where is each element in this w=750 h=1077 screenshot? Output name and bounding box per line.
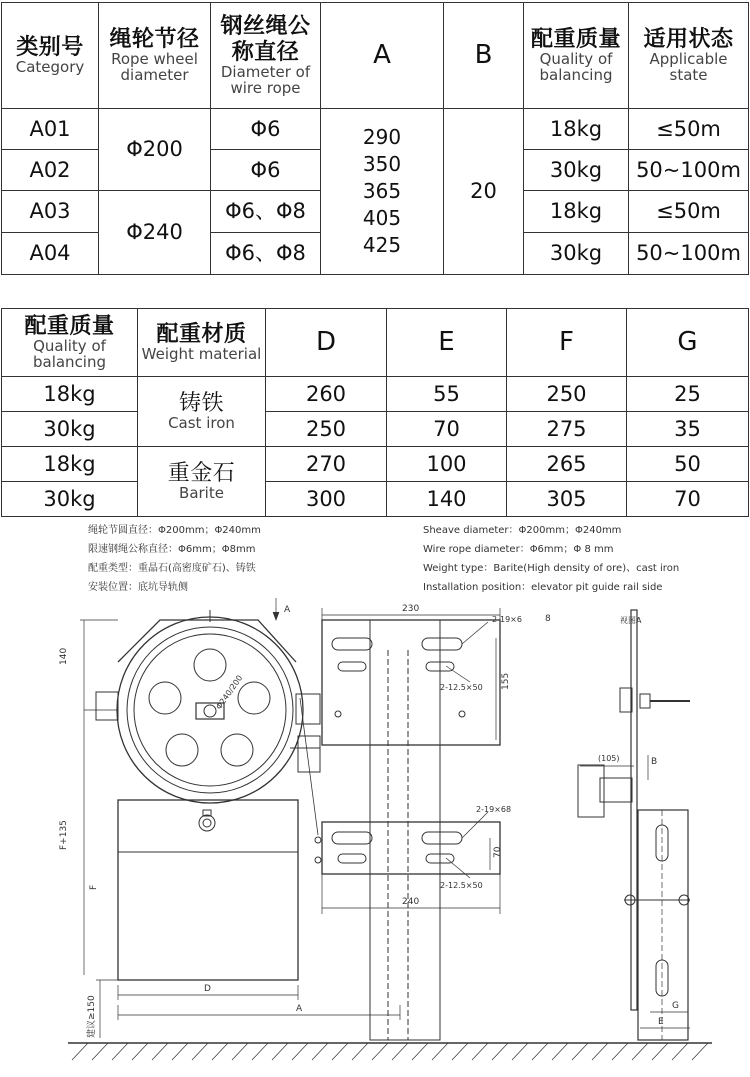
dim-230: 230 <box>402 604 420 614</box>
note-line: Wire rope diameter：Φ6mm；Φ 8 mm <box>423 544 614 555</box>
weight-cell: 30kg <box>524 233 629 275</box>
e-cell: 70 <box>387 412 507 447</box>
state-cell: ≤50m <box>629 109 749 150</box>
table-row <box>2 412 749 447</box>
rope-diameter-cell: Φ6 <box>211 150 321 191</box>
header-weight: 配重质量 Quality of balancing <box>524 3 629 109</box>
slot-label-hole-bottom: 2-12.5×50 <box>440 881 483 890</box>
category-cell: A01 <box>2 109 99 150</box>
dim-150: 建议≥150 <box>87 995 97 1038</box>
header-a: A <box>321 3 444 109</box>
header-material: 配重材质 Weight material <box>138 309 266 377</box>
header-d: D <box>266 309 387 377</box>
header-category: 类别号 Category <box>2 3 99 109</box>
note-line: 绳轮节圆直径：Φ200mm；Φ240mm <box>88 525 261 536</box>
weight-cell: 30kg <box>2 412 138 447</box>
f-cell: 305 <box>507 482 627 517</box>
weight-cell: 18kg <box>524 109 629 150</box>
front-dimensions <box>80 598 400 1038</box>
e-cell: 55 <box>387 377 507 412</box>
category-cell: A02 <box>2 150 99 191</box>
weight-cell: 30kg <box>524 150 629 191</box>
rope-diameter-cell: Φ6 <box>211 109 321 150</box>
slot-label-hole-top: 2-12.5×50 <box>440 683 483 692</box>
label-b: B <box>651 757 658 767</box>
d-cell: 270 <box>266 447 387 482</box>
dim-f-135: F+135 <box>59 820 69 850</box>
weight-cell: 18kg <box>2 447 138 482</box>
state-cell: 50~100m <box>629 150 749 191</box>
mounting-plate <box>315 608 500 1040</box>
g-cell: 70 <box>627 482 749 517</box>
f-cell: 275 <box>507 412 627 447</box>
header-f: F <box>507 309 627 377</box>
weight-table <box>1 308 749 517</box>
material-cell: 重金石 Barite <box>138 447 266 517</box>
note-line: 限速钢绳公称直径：Φ6mm；Φ8mm <box>88 544 256 555</box>
view-a-title: 视图A <box>620 616 642 625</box>
header-e: E <box>387 309 507 377</box>
spec-table <box>1 2 749 275</box>
dim-a: A <box>296 1004 303 1014</box>
wheel-diameter-cell: Φ240 <box>99 191 211 275</box>
f-cell: 265 <box>507 447 627 482</box>
e-cell: 140 <box>387 482 507 517</box>
rope-diameter-cell: Φ6、Φ8 <box>211 233 321 275</box>
b-value-cell: 20 <box>444 109 524 275</box>
dim-240: 240 <box>402 897 420 907</box>
table-row <box>2 482 749 517</box>
e-cell: 100 <box>387 447 507 482</box>
notes-english <box>423 521 679 597</box>
header-g: G <box>627 309 749 377</box>
header-state: 适用状态 Applicable state <box>629 3 749 109</box>
header-rope-diameter: 钢丝绳公称直径 Diameter of wire rope <box>211 3 321 109</box>
dim-f: F <box>89 884 99 890</box>
side-view-a <box>578 610 690 1040</box>
technical-drawing <box>0 590 750 1077</box>
material-cell: 铸铁 Cast iron <box>138 377 266 447</box>
table-row <box>2 377 749 412</box>
table-row <box>2 109 749 150</box>
table-row <box>2 447 749 482</box>
g-cell: 50 <box>627 447 749 482</box>
weight-cell: 18kg <box>524 191 629 233</box>
slot-label-top: 2-19×6 <box>492 615 522 624</box>
dim-140: 140 <box>59 647 69 665</box>
dim-105: (105) <box>598 754 620 763</box>
wheel-diameter-cell: Φ200 <box>99 109 211 191</box>
sheave-front-view <box>96 610 320 980</box>
note-line: Sheave diameter：Φ200mm；Φ240mm <box>423 525 622 536</box>
state-cell: ≤50m <box>629 191 749 233</box>
header-balancing: 配重质量 Quality of balancing <box>2 309 138 377</box>
label-e: E <box>658 1017 664 1027</box>
label-g: G <box>672 1001 679 1011</box>
d-cell: 260 <box>266 377 387 412</box>
weight-cell: 18kg <box>2 377 138 412</box>
f-cell: 250 <box>507 377 627 412</box>
weight-header-row <box>2 309 749 377</box>
note-line: Installation position：elevator pit guide rail side <box>423 582 663 593</box>
dim-155: 155 <box>501 672 511 690</box>
note-line: 安装位置：底坑导轨侧 <box>88 582 188 593</box>
note-line: 配重类型：重晶石(高密度矿石)、铸铁 <box>88 563 256 574</box>
slot-label-bottom: 2-19×68 <box>476 805 512 814</box>
category-cell: A03 <box>2 191 99 233</box>
view-arrow-label: A <box>284 605 291 615</box>
rope-diameter-cell: Φ6、Φ8 <box>211 191 321 233</box>
state-cell: 50~100m <box>629 233 749 275</box>
spec-header-row <box>2 3 749 109</box>
note-line: Weight type：Barite(High density of ore)、cast iron <box>423 563 680 574</box>
label-8: 8 <box>545 614 551 624</box>
d-cell: 300 <box>266 482 387 517</box>
g-cell: 35 <box>627 412 749 447</box>
g-cell: 25 <box>627 377 749 412</box>
dim-70: 70 <box>493 846 503 858</box>
category-cell: A04 <box>2 233 99 275</box>
notes-chinese <box>88 521 261 597</box>
header-b: B <box>444 3 524 109</box>
a-values-cell: 290 350 365 405 425 <box>321 109 444 275</box>
ground-hatch <box>68 1043 712 1060</box>
header-wheel-diameter: 绳轮节径 Rope wheel diameter <box>99 3 211 109</box>
dim-d: D <box>204 984 211 994</box>
d-cell: 250 <box>266 412 387 447</box>
wheel-diameter-label: Φ240/200 <box>214 673 245 712</box>
weight-cell: 30kg <box>2 482 138 517</box>
